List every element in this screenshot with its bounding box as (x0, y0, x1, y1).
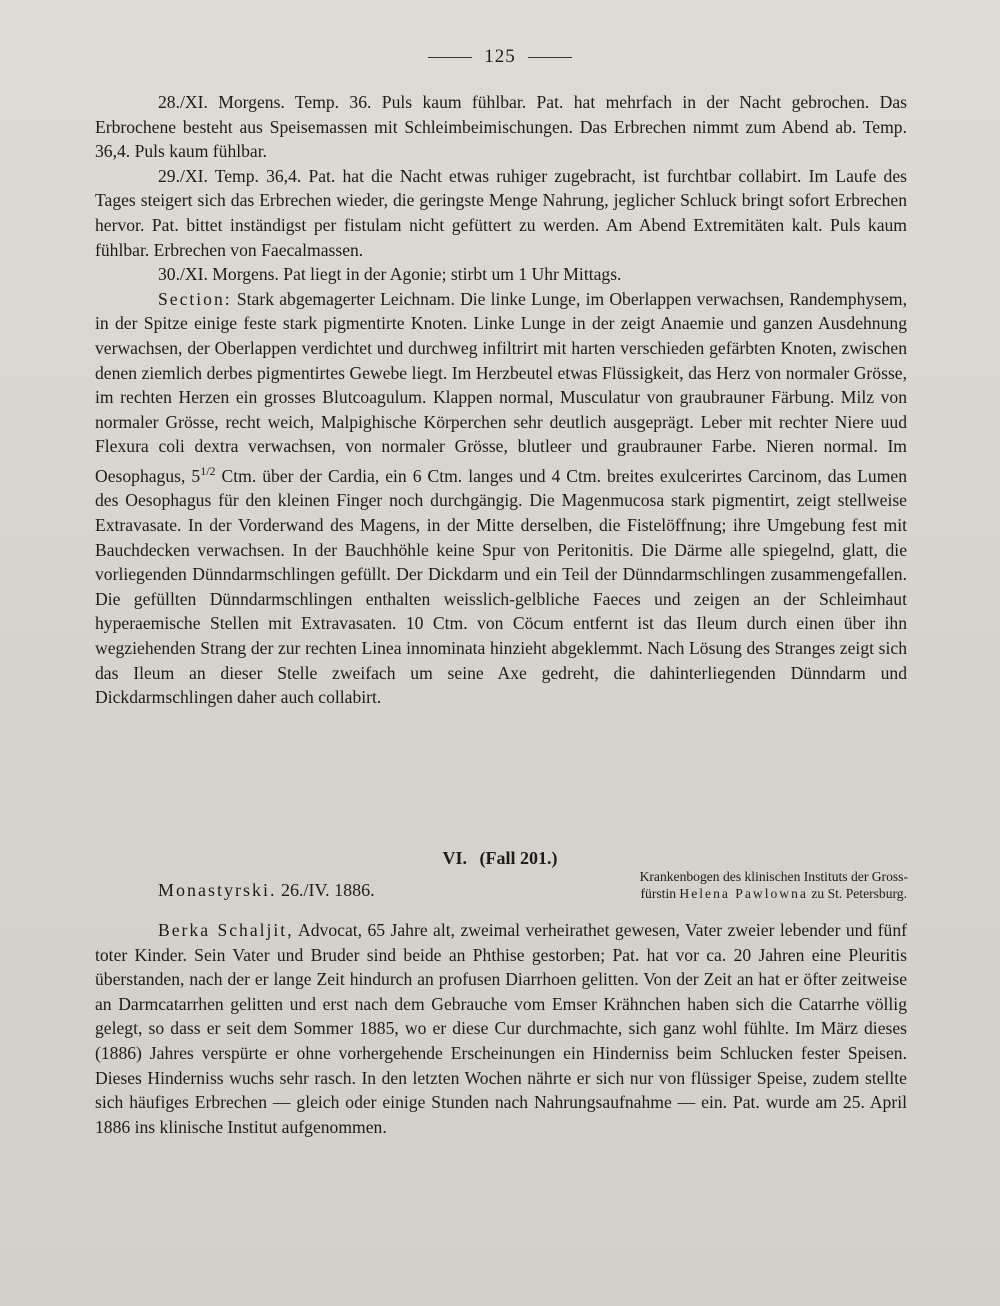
case-source (640, 868, 908, 902)
fraction: 1/2 (200, 463, 216, 478)
right-dash (528, 57, 572, 58)
entry-text: Morgens. Pat liegt in der Agonie; stirbt um 1 Uhr Mittags. (212, 264, 622, 285)
entry-28-xi (95, 90, 907, 164)
entry-30-xi (95, 262, 907, 287)
section-text-2: Ctm. über der Cardia, ein 6 Ctm. langes und 4 Ctm. breites exulcerirtes Carcinom, das Lumen des Oesophagus für den kleinen Finger noch durchgängig. Die Magenmucosa stark pigmentirt, zeigt stellweise Extravasate. In der Vorderwand des Magens, in der Mitte derselben, die Fistelöffnung; ihre Umgebung fest mit Bauchdecken verwachsen. In der Bauchhöhle keine Spur von Peritonitis. Die Därme alle spiegelnd, glatt, die vorliegenden Dünndarmschlingen gefüllt. Der Dickdarm und ein Teil der Dünndarmschlingen zusammengefallen. Die gefüllten Dünndarmschlingen enthalten weisslich-gelbliche Faeces und zeigen an der Schleimhaut hyperaemische Stellen mit Extravasaten. 10 Ctm. von Cöcum entfernt ist das Ileum durch einen über ihn wegziehenden Strang der zur rechten Linea innominata hinzieht abgeklemmt. Nach Lösung des Stranges zeigt sich das Ileum an dieser Stelle zweifach um seine Axe gedreht, die dahinterliegenden Dünndarm und Dickdarmschlingen daher auch collabirt. (95, 465, 907, 708)
source-name: Helena Pawlowna (679, 886, 808, 901)
source-suffix: zu St. Petersburg. (807, 886, 908, 901)
entry-date: 28./XI. (158, 92, 208, 112)
history-text: Advocat, 65 Jahre alt, zweimal verheirathet gewesen, Vater zweier lebender und fünf toter Kinder. Sein Vater und Bruder sind beide an Phthise gestorben; Pat. hat vor ca. 20 Jahren eine Pleuritis überstanden, nach der er lange Zeit hindurch an profusen Diarrhoen gelitten. Von der Zeit an hat er öfter zeitweise an Darmcatarrhen gelitten und erst nach dem Gebrauche vom Emser Krähnchen haben sich die Catarrhe völlig gelegt, so dass er seit dem Sommer 1885, wo er diese Cur durchmachte, sich ganz wohl fühlte. Im März dieses (1886) Jahres verspürte er ohne vorhergehende Erscheinungen ein Hinderniss beim Schlucken fester Speisen. Dieses Hinderniss wuchs sehr rasch. In den letzten Wochen nährte er sich nur von flüssiger Speise, zudem stellte sich häufiges Erbrechen — gleich oder einige Stunden nach Nahrungsaufnahme — ein. Pat. wurde am 25. April 1886 ins klinische Institut aufgenommen. (95, 920, 907, 1137)
patient-name: Berka Schaljit, (158, 920, 294, 940)
clinical-notes (95, 90, 907, 710)
entry-date: 30./XI. (158, 264, 208, 285)
left-dash (428, 57, 472, 58)
case-number: VI. (442, 848, 467, 868)
source-line-2 (640, 885, 908, 902)
case-author: Monastyrski. (158, 880, 277, 900)
entry-date: 29./XI. (158, 165, 208, 186)
case-history (95, 918, 907, 1139)
case-author-date (158, 880, 375, 901)
source-line-1: Krankenbogen des klinischen Instituts der Gross- (639, 869, 908, 884)
case-heading (0, 848, 1000, 869)
case-meta (158, 868, 908, 908)
entry-text: Temp. 36,4. Pat. hat die Nacht etwas ruhiger zugebracht, ist furchtbar collabirt. Im Laufe des Tages steigert sich das Erbrechen wieder, die geringste Menge Nahrung, jeglicher Schluck bringt sofort Erbrechen hervor. Pat. bittet inständigst per fistulam nicht gefüttert zu werden. Am Abend Extremitäten kalt. Puls kaum fühlbar. Erbrechen von Faecalmassen. (95, 165, 907, 260)
case-date: 26./IV. 1886. (281, 880, 375, 900)
page-number-text: 125 (484, 46, 516, 67)
section-text-1: Stark abgemagerter Leichnam. Die linke Lunge, im Oberlappen verwachsen, Randemphysem, in der Spitze einige feste stark pigmentirte Knoten. Linke Lunge in der zeigt Anaemie und ganzen Ausdehnung verwachsen, der Oberlappen verdichtet und durchweg infiltrirt mit harten verschieden gefärbten Knoten, zwischen denen ziemlich derbes pigmentirtes Gewebe liegt. Im Herzbeutel etwas Flüssigkeit, das Herz von normaler Grösse, im rechten Herzen ein grosses Blutcoagulum. Klappen normal, Musculatur von graubrauner Färbung. Milz von normaler Grösse, recht weich, Malpighische Körperchen sehr deutlich ausgeprägt. Leber mit rechter Niere uud Flexura coli dextra verwachsen, von normaler Grösse, blutleer und graubrauner Farbe. Nieren normal. Im Oesophagus, 5 (95, 288, 907, 486)
source-prefix: fürstin (640, 886, 680, 901)
section-label: Section: (158, 288, 232, 309)
entry-29-xi (95, 164, 907, 262)
page-number (0, 46, 1000, 68)
section-paragraph (95, 287, 907, 710)
case-label: (Fall 201.) (479, 848, 558, 868)
entry-text: Morgens. Temp. 36. Puls kaum fühlbar. Pat. hat mehrfach in der Nacht gebrochen. Das Erbrochene besteht aus Speisemassen mit Schleimbeimischungen. Das Erbrechen nimmt zum Abend ab. Temp. 36,4. Puls kaum fühlbar. (95, 92, 907, 162)
history-paragraph (95, 918, 907, 1139)
